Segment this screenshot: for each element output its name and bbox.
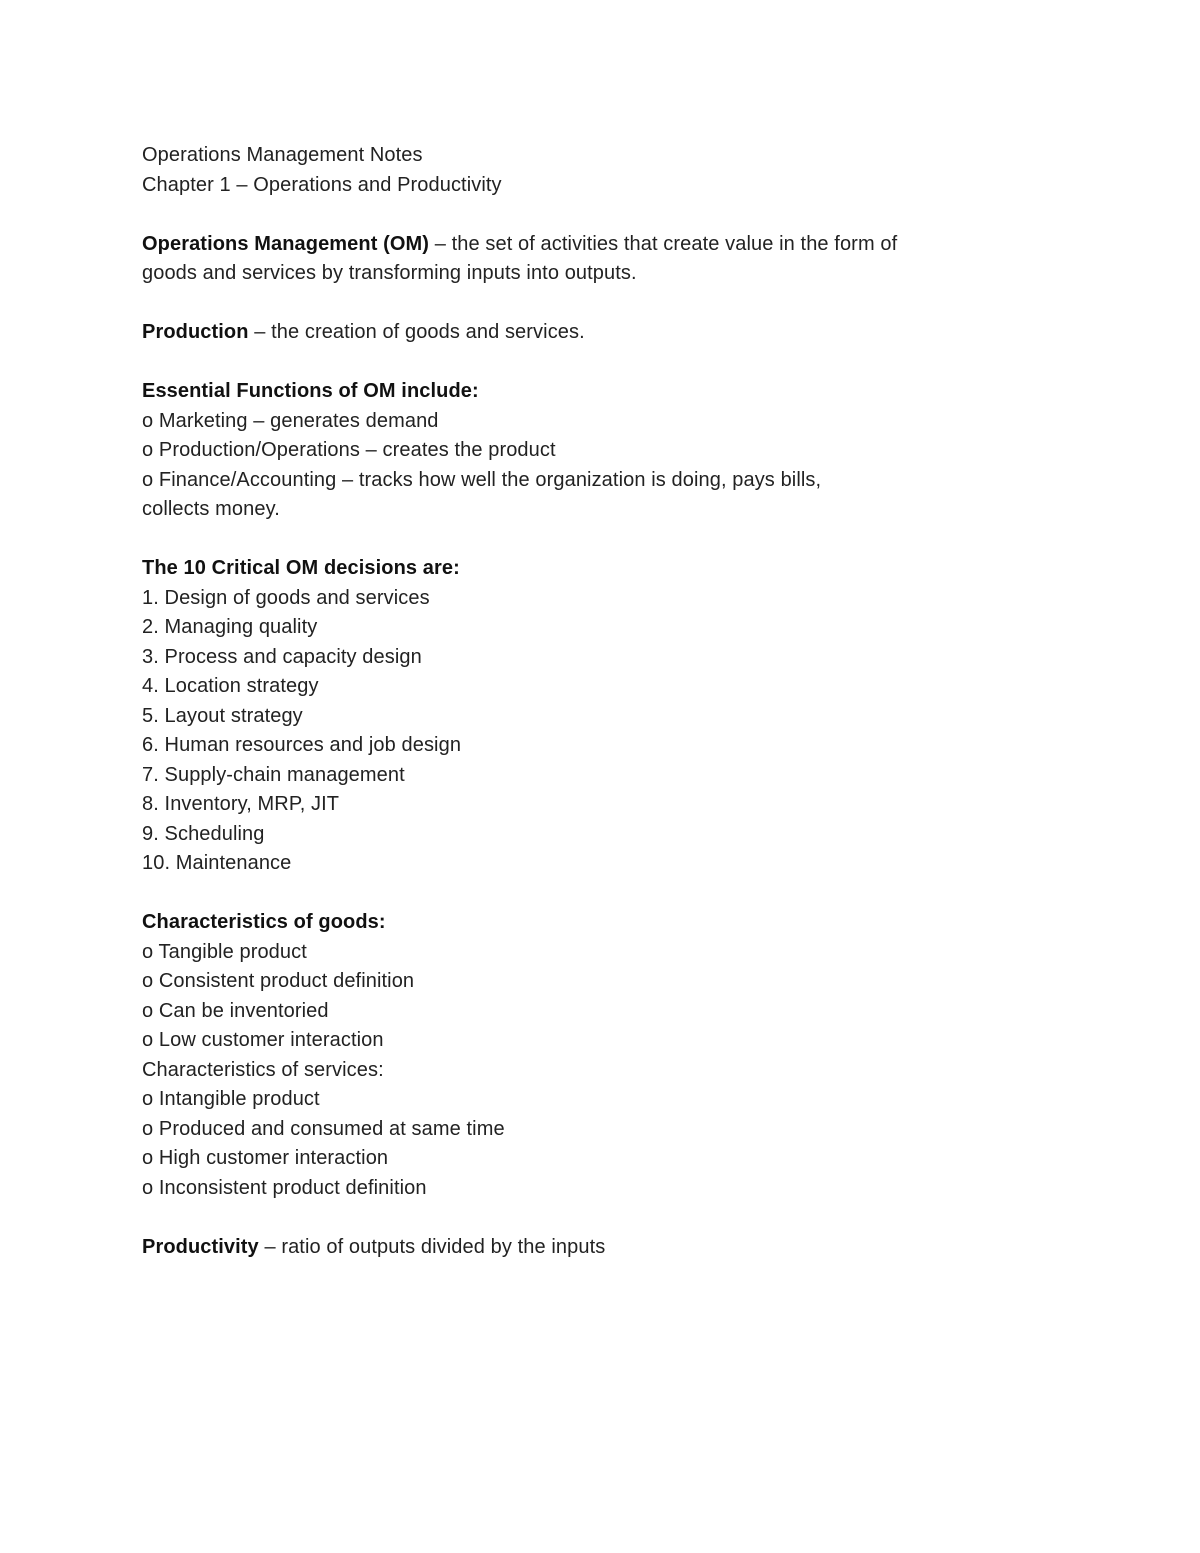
list-item: o Tangible product — [142, 940, 307, 963]
list-item: 4. Location strategy — [142, 675, 319, 697]
om-definition-text: – the set of activities that create value in the form of — [429, 232, 898, 255]
spacer — [142, 525, 1042, 555]
list-item: 1. Design of goods and services — [142, 586, 430, 609]
list-item: o Finance/Accounting – tracks how well the organization is doing, pays bills, — [142, 468, 822, 491]
list-item: o High customer interaction — [142, 1147, 389, 1169]
chapter-title: Chapter 1 – Operations and Productivity — [142, 173, 502, 196]
services-heading: Characteristics of services: — [142, 1058, 384, 1081]
list-item-continuation: collects money. — [142, 498, 280, 520]
productivity-definition — [142, 1233, 1042, 1263]
spacer — [142, 879, 1042, 909]
om-term: Operations Management (OM) — [142, 232, 430, 255]
list-item: o Marketing – generates demand — [142, 409, 439, 432]
om-definition-line-1 — [142, 230, 1042, 260]
list-item: 6. Human resources and job design — [142, 734, 462, 756]
list-item: 10. Maintenance — [142, 852, 292, 874]
list-item: o Inconsistent product definition — [142, 1176, 427, 1199]
list-item: 9. Scheduling — [142, 822, 265, 845]
production-definition — [142, 318, 1042, 348]
document-body — [142, 141, 1042, 1262]
list-item: 7. Supply-chain management — [142, 763, 405, 786]
list-item: 5. Layout strategy — [142, 704, 303, 727]
list-item: o Production/Operations – creates the product — [142, 439, 556, 461]
list-item: o Intangible product — [142, 1088, 320, 1110]
list-item: o Low customer interaction — [142, 1029, 384, 1051]
om-definition-line-2: goods and services by transforming inputs into outputs. — [142, 262, 637, 284]
spacer — [142, 1203, 1042, 1233]
spacer — [142, 200, 1042, 230]
spacer — [142, 348, 1042, 378]
production-term: Production — [142, 321, 249, 343]
goods-heading: Characteristics of goods: — [142, 911, 386, 933]
list-item: o Can be inventoried — [142, 999, 329, 1022]
spacer — [142, 289, 1042, 319]
decisions-heading: The 10 Critical OM decisions are: — [142, 557, 460, 579]
list-item: 2. Managing quality — [142, 616, 318, 638]
document-title: Operations Management Notes — [142, 144, 423, 166]
production-text: – the creation of goods and services. — [248, 321, 585, 343]
list-item: o Produced and consumed at same time — [142, 1117, 505, 1140]
list-item: 8. Inventory, MRP, JIT — [142, 793, 340, 815]
list-item: o Consistent product definition — [142, 970, 415, 992]
productivity-text: – ratio of outputs divided by the inputs — [258, 1235, 606, 1258]
list-item: 3. Process and capacity design — [142, 645, 422, 668]
productivity-term: Productivity — [142, 1235, 259, 1258]
functions-heading: Essential Functions of OM include: — [142, 380, 479, 402]
